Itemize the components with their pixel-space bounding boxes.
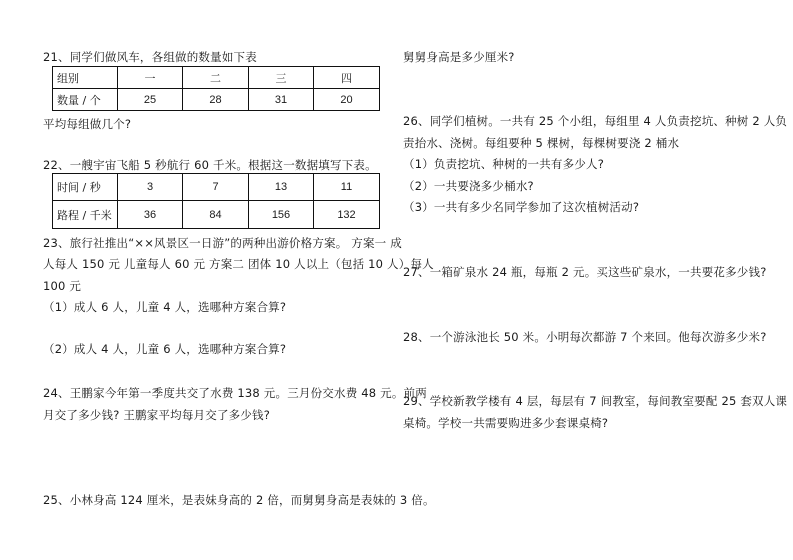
row-header: 组别 [53, 67, 118, 89]
table-cell: 三 [249, 67, 314, 89]
table-cell: 31 [249, 89, 314, 111]
q25-continuation: 舅舅身高是多少厘米? [403, 50, 515, 64]
q29-line-2: 桌椅。学校一共需要购进多少套课桌椅? [403, 416, 609, 430]
table-row [53, 174, 380, 201]
table-cell: 84 [183, 201, 249, 229]
q26-line-1: 26、同学们植树。一共有 25 个小组，每组里 4 人负责挖坑、种树 2 人负 [403, 114, 788, 128]
table-row [53, 67, 380, 89]
table-row [53, 89, 380, 111]
q26-sub-3: （3）一共有多少名同学参加了这次植树活动? [403, 200, 640, 214]
q24-line-1: 24、王鹏家今年第一季度共交了水费 138 元。三月份交水费 48 元。前两 [43, 386, 427, 400]
table-cell: 28 [183, 89, 249, 111]
q21-question: 平均每组做几个? [43, 117, 132, 131]
q26-sub-2: （2）一共要浇多少桶水? [403, 179, 534, 193]
q27-line: 27、一箱矿泉水 24 瓶，每瓶 2 元。买这些矿泉水，一共要花多少钱? [403, 265, 767, 279]
table-cell: 7 [183, 174, 249, 201]
q26-line-2: 责抬水、浇树。每组要种 5 棵树，每棵树要浇 2 桶水 [403, 136, 680, 150]
table-cell: 四 [314, 67, 380, 89]
table-cell: 3 [118, 174, 183, 201]
table-cell: 13 [249, 174, 314, 201]
q23-line-2: 人每人 150 元 儿童每人 60 元 方案二 团体 10 人以上（包括 10 人）每人 [43, 257, 434, 271]
q22-table [52, 173, 380, 229]
q23-line-3: 100 元 [43, 279, 82, 293]
q23-sub-2: （2）成人 4 人，儿童 6 人，选哪种方案合算? [43, 342, 287, 356]
q28-line: 28、一个游泳池长 50 米。小明每次都游 7 个来回。他每次游多少米? [403, 330, 767, 344]
q23-line-1: 23、旅行社推出“××风景区一日游”的两种出游价格方案。 方案一 成 [43, 236, 402, 250]
q22-prompt: 22、一艘宇宙飞船 5 秒航行 60 千米。根据这一数据填写下表。 [43, 158, 377, 172]
q21-table [52, 66, 380, 111]
table-cell: 二 [183, 67, 249, 89]
table-cell: 25 [118, 89, 183, 111]
q24-line-2: 月交了多少钱? 王鹏家平均每月交了多少钱? [43, 408, 271, 422]
row-header: 时间 / 秒 [53, 174, 118, 201]
q29-line-1: 29、学校新教学楼有 4 层，每层有 7 间教室，每间教室要配 25 套双人课 [403, 394, 788, 408]
q26-sub-1: （1）负责挖坑、种树的一共有多少人? [403, 157, 605, 171]
table-cell: 132 [314, 201, 380, 229]
q23-sub-1: （1）成人 6 人，儿童 4 人，选哪种方案合算? [43, 300, 287, 314]
q21-prompt: 21、同学们做风车，各组做的数量如下表 [43, 50, 257, 64]
row-header: 数量 / 个 [53, 89, 118, 111]
table-cell: 36 [118, 201, 183, 229]
table-row [53, 201, 380, 229]
table-cell: 11 [314, 174, 380, 201]
row-header: 路程 / 千米 [53, 201, 118, 229]
table-cell: 156 [249, 201, 314, 229]
table-cell: 20 [314, 89, 380, 111]
q25-line: 25、小林身高 124 厘米，是表妹身高的 2 倍，而舅舅身高是表妹的 3 倍。 [43, 493, 435, 507]
table-cell: 一 [118, 67, 183, 89]
